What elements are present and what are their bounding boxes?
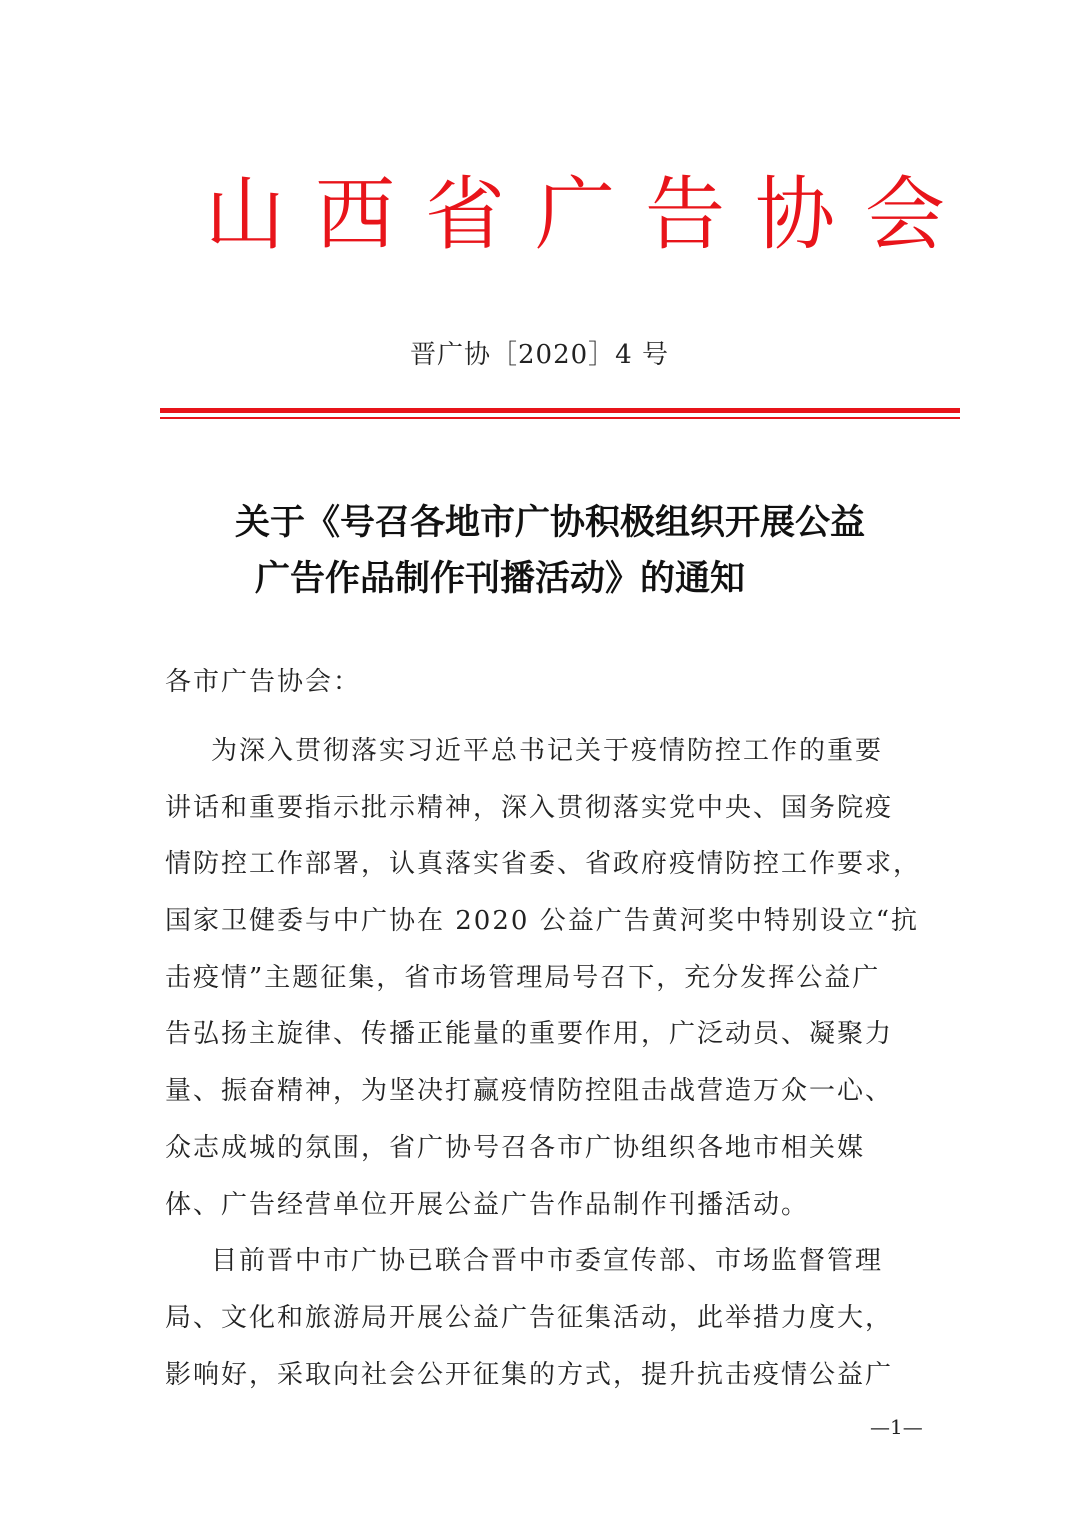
notice-title bbox=[150, 495, 950, 607]
paragraph-line: 情防控工作部署，认真落实省委、省政府疫情防控工作要求， bbox=[165, 849, 922, 880]
org-title-char: 西 bbox=[315, 168, 395, 261]
paragraph-line: 体、广告经营单位开展公益广告作品制作刊播活动。 bbox=[165, 1189, 810, 1220]
org-title-char: 广 bbox=[535, 168, 615, 261]
paragraph-line: 国家卫健委与中广协在 2020 公益广告黄河奖中特别设立“抗 bbox=[165, 906, 919, 937]
document-number: 晋广协［2020］4 号 bbox=[410, 340, 669, 370]
notice-title-line: 关于《号召各地市广协积极组织开展公益 bbox=[234, 503, 865, 543]
paragraph-line: 众志成城的氛围，省广协号召各市广协组织各地市相关媒 bbox=[165, 1132, 866, 1163]
org-title-char: 山 bbox=[205, 168, 285, 261]
paragraph-line: 影响好，采取向社会公开征集的方式，提升抗击疫情公益广 bbox=[165, 1359, 894, 1390]
page-number: —1— bbox=[870, 1415, 923, 1439]
org-title-char: 会 bbox=[865, 168, 945, 261]
org-title-char: 协 bbox=[755, 168, 835, 261]
body-text bbox=[165, 723, 925, 1403]
org-title-char: 告 bbox=[645, 168, 725, 261]
salutation: 各市广告协会： bbox=[165, 667, 362, 697]
red-divider-thick bbox=[160, 408, 960, 413]
paragraph-line: 局、文化和旅游局开展公益广告征集活动，此举措力度大， bbox=[165, 1302, 894, 1333]
red-divider-thin bbox=[160, 417, 960, 419]
notice-title-line: 广告作品制作刊播活动》的通知 bbox=[254, 559, 745, 599]
paragraph-line: 为深入贯彻落实习近平总书记关于疫情防控工作的重要 bbox=[211, 736, 884, 766]
paragraph-line: 讲话和重要指示批示精神，深入贯彻落实党中央、国务院疫 bbox=[165, 792, 894, 823]
paragraph-line: 目前晋中市广协已联合晋中市委宣传部、市场监督管理 bbox=[211, 1246, 884, 1277]
paragraph-line: 告弘扬主旋律、传播正能量的重要作用，广泛动员、凝聚力 bbox=[165, 1019, 894, 1050]
paragraph-line: 量、振奋精神，为坚决打赢疫情防控阻击战营造万众一心、 bbox=[165, 1076, 894, 1107]
organization-title bbox=[205, 165, 945, 265]
org-title-char: 省 bbox=[425, 168, 505, 261]
paragraph-line: 击疫情”主题征集，省市场管理局号召下，充分发挥公益广 bbox=[165, 962, 881, 993]
